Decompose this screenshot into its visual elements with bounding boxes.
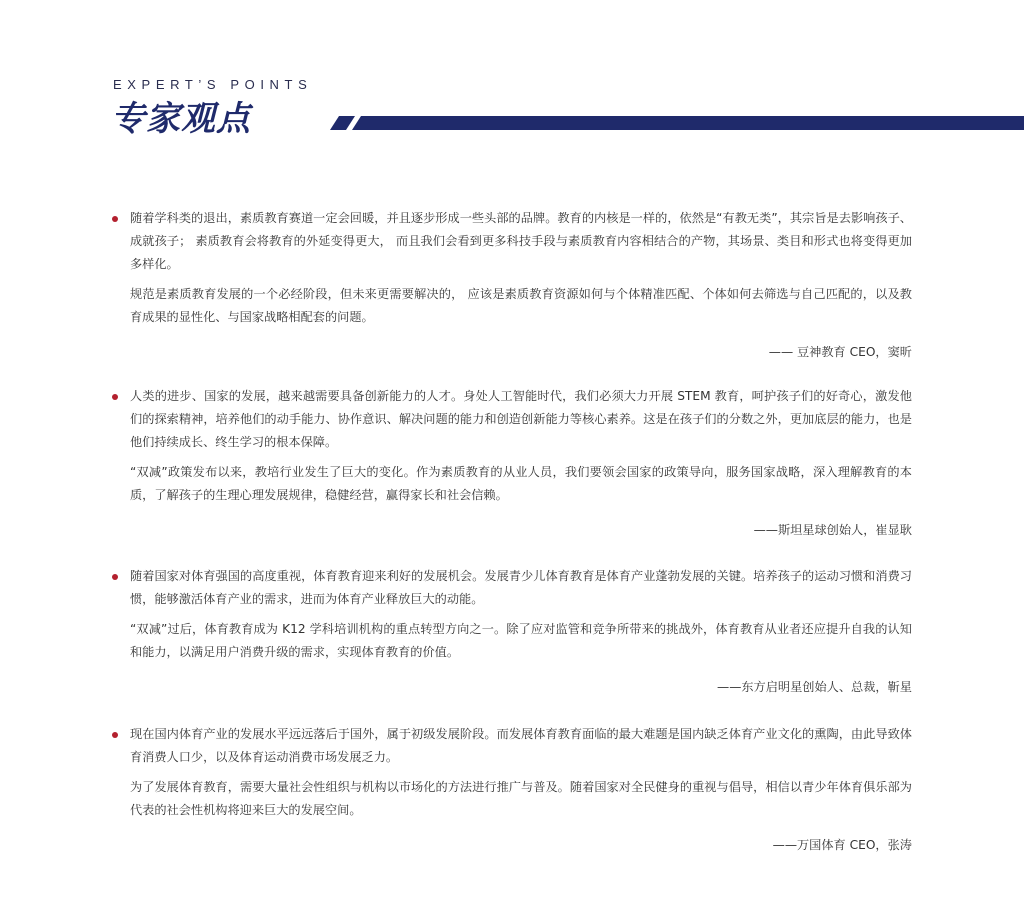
quote-signature: ——东方启明星创始人、总裁，靳星 <box>717 680 912 694</box>
quote-body <box>112 565 912 664</box>
quote-signature: ——斯坦星球创始人，崔显耿 <box>753 523 912 537</box>
quote-paragraph-2: 规范是素质教育发展的一个必经阶段，但未来更需要解决的， 应该是素质教育资源如何与个体精准匹配、个体如何去筛选与自己匹配的，以及教育成果的显性化、与国家战略相配套的问题。 <box>130 287 912 324</box>
expert-quote-section-4 <box>112 723 912 855</box>
quote-body <box>112 723 912 822</box>
quote-paragraph-1: 随着国家对体育强国的高度重视，体育教育迎来利好的发展机会。发展青少儿体育教育是体育产业蓬勃发展的关键。培养孩子的运动习惯和消费习惯，能够激活体育产业的需求，进而为体育产业释放巨大的动能。 <box>130 569 912 606</box>
header-decorative-bar <box>0 116 1024 130</box>
quote-signature: ——万国体育 CEO，张涛 <box>772 838 912 852</box>
quote-paragraph-2: “双减”政策发布以来，教培行业发生了巨大的变化。作为素质教育的从业人员，我们要领会国家的政策导向，服务国家战略，深入理解教育的本质，了解孩子的生理心理发展规律，稳健经营，赢得家长和社会信赖。 <box>130 465 912 502</box>
quote-body <box>112 207 912 329</box>
bullet-dot-icon <box>112 574 118 580</box>
header-english-title: EXPERT’S POINTS <box>113 77 313 92</box>
quote-body <box>112 385 912 507</box>
bullet-dot-icon <box>112 732 118 738</box>
quote-paragraph-1: 人类的进步、国家的发展，越来越需要具备创新能力的人才。身处人工智能时代，我们必须大力开展 STEM 教育，呵护孩子们的好奇心，激发他们的探索精神，培养他们的动手能力、协作意识、解决问题的能力和创造创新能力等核心素养。这是在孩子们的分数之外，更加底层的能力，也是他们持续成长、终生学习的根本保障。 <box>130 389 912 449</box>
header-chinese-title: 专家观点 <box>111 99 251 139</box>
quote-signature: —— 豆神教育 CEO，窦昕 <box>768 345 912 359</box>
quote-paragraph-1: 现在国内体育产业的发展水平远远落后于国外，属于初级发展阶段。而发展体育教育面临的最大难题是国内缺乏体育产业文化的熏陶，由此导致体育消费人口少，以及体育运动消费市场发展乏力。 <box>130 727 912 764</box>
quote-paragraph-1: 随着学科类的退出，素质教育赛道一定会回暖，并且逐步形成一些头部的品牌。教育的内核是一样的，依然是“有教无类”，其宗旨是去影响孩子、 成就孩子； 素质教育会将教育的外延变得更大， 而且我们会看到更多科技手段与素质教育内容相结合的产物，其场景、类目和形式也将变得更加多样化。 <box>130 211 912 271</box>
quote-paragraph-2: “双减”过后，体育教育成为 K12 学科培训机构的重点转型方向之一。除了应对监管和竞争所带来的挑战外，体育教育从业者还应提升自我的认知和能力，以满足用户消费升级的需求，实现体育教育的价值。 <box>130 622 912 659</box>
quote-paragraph-2: 为了发展体育教育，需要大量社会性组织与机构以市场化的方法进行推广与普及。随着国家对全民健身的重视与倡导，相信以青少年体育俱乐部为代表的社会性机构将迎来巨大的发展空间。 <box>130 780 912 817</box>
expert-quote-section-3 <box>112 565 912 697</box>
header-bar-short-segment <box>330 116 355 130</box>
header-bar-long-segment <box>352 116 1024 130</box>
bullet-dot-icon <box>112 394 118 400</box>
expert-quote-section-2 <box>112 385 912 540</box>
expert-quote-section-1 <box>112 207 912 362</box>
bullet-dot-icon <box>112 216 118 222</box>
